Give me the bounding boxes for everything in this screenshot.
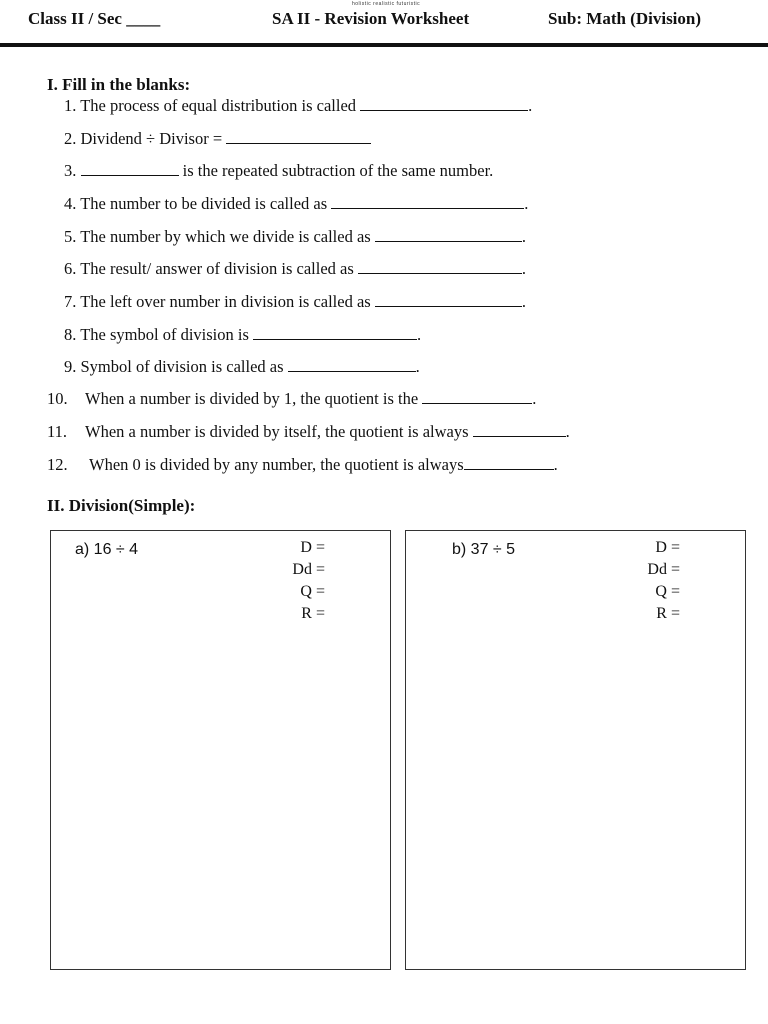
question-punct: . (521, 292, 526, 311)
quotient-label: Q = (655, 583, 680, 600)
dividend-label: Dd = (292, 561, 325, 578)
question-text: When 0 is divided by any number, the quotient is always (89, 455, 464, 474)
question-number: 6. (64, 259, 77, 278)
answer-blank[interactable] (360, 96, 528, 111)
answer-blank[interactable] (81, 161, 179, 176)
question-number: 12. (47, 455, 68, 474)
question-3 (64, 161, 493, 181)
problem-label: a) 16 ÷ 4 (75, 541, 139, 558)
answer-blank[interactable] (375, 227, 522, 242)
answer-blank[interactable] (288, 357, 416, 372)
question-punct: . (417, 325, 422, 344)
question-text: The number to be divided is called as (80, 194, 328, 213)
problem-label: b) 37 ÷ 5 (452, 541, 516, 558)
question-text: The left over number in division is called as (80, 292, 371, 311)
problem-box-b[interactable] (405, 530, 746, 970)
question-punct: . (521, 227, 526, 246)
question-number: 8. (64, 325, 77, 344)
question-text: The number by which we divide is called as (80, 227, 371, 246)
question-number: 10. (47, 389, 68, 408)
quotient-label: Q = (300, 583, 325, 600)
question-number: 3. (64, 161, 77, 180)
answer-blank[interactable] (358, 259, 522, 274)
question-number: 11. (47, 422, 68, 441)
answer-blank[interactable] (473, 422, 566, 437)
question-punct: . (521, 259, 527, 278)
question-text: The symbol of division is (80, 325, 249, 344)
question-text: The process of equal distribution is called (80, 96, 357, 115)
question-number: 5. (64, 227, 77, 246)
question-number: 2. (64, 129, 77, 148)
section-division-title: II. Division(Simple): (47, 496, 196, 515)
question-punct: . (524, 194, 529, 213)
question-number: 1. (64, 96, 77, 115)
question-8 (64, 325, 421, 345)
dividend-label: Dd = (647, 561, 680, 578)
question-6 (64, 259, 526, 279)
header-divider (0, 43, 768, 47)
question-punct: . (528, 96, 533, 115)
remainder-label: R = (656, 605, 680, 622)
remainder-label: R = (301, 605, 325, 622)
question-text: When a number is divided by 1, the quotient is the (85, 389, 419, 408)
question-punct: . (532, 389, 537, 408)
answer-blank[interactable] (253, 325, 417, 340)
answer-blank[interactable] (464, 455, 554, 470)
question-text: Dividend ÷ Divisor = (80, 129, 223, 148)
question-punct: . (565, 422, 570, 441)
question-10 (47, 389, 536, 409)
problem-box-a[interactable] (50, 530, 391, 970)
question-text: The result/ answer of division is called as (80, 259, 354, 278)
question-12 (47, 455, 558, 475)
question-2 (64, 129, 371, 149)
question-1 (64, 96, 532, 116)
question-number: 4. (64, 194, 77, 213)
school-motto: holistic realistic futuristic (352, 1, 421, 7)
question-punct: . (553, 455, 558, 474)
question-text: When a number is divided by itself, the quotient is always (85, 422, 469, 441)
question-7 (64, 292, 526, 312)
subject-label: Sub: Math (Division) (548, 9, 702, 28)
question-11 (47, 422, 570, 442)
question-punct: . (415, 357, 420, 376)
answer-blank[interactable] (331, 194, 524, 209)
class-section-label: Class II / Sec ____ (28, 9, 161, 28)
divisor-label: D = (655, 539, 680, 556)
answer-blank[interactable] (422, 389, 532, 404)
question-number: 9. (64, 357, 77, 376)
question-text: is the repeated subtraction of the same number. (182, 161, 494, 180)
section-fill-blanks-title: I. Fill in the blanks: (47, 75, 191, 94)
question-number: 7. (64, 292, 77, 311)
answer-blank[interactable] (226, 129, 371, 144)
question-text: Symbol of division is called as (80, 357, 284, 376)
divisor-label: D = (300, 539, 325, 556)
answer-blank[interactable] (375, 292, 522, 307)
question-4 (64, 194, 528, 214)
question-9 (64, 357, 420, 377)
worksheet-title: SA II - Revision Worksheet (272, 9, 470, 28)
question-5 (64, 227, 526, 247)
